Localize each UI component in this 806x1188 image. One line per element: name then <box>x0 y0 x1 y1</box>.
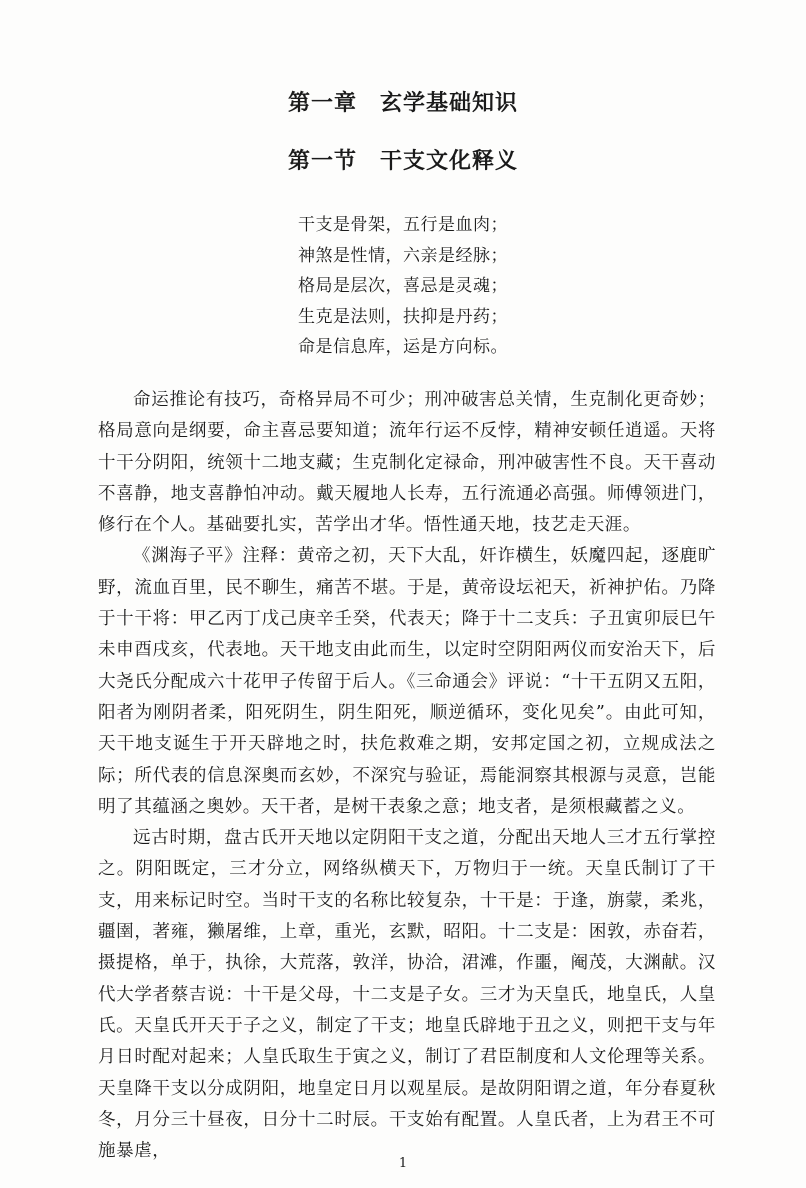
verse-line: 生克是法则，扶抑是丹药； <box>298 306 508 327</box>
section-title: 第一节 干支文化释义 <box>287 149 518 174</box>
paragraph: 远古时期，盘古氏开天地以定阴阳干支之道，分配出天地人三才五行掌控之。阴阳既定，三才分立，网络纵横天下，万物归于一统。天皇氏制订了干支，用来标记时空。当时干支的名称比较复杂，十干是：于逢，旃蒙，柔兆，疆圉，著雍，獭屠维，上章，重光，玄默，昭阳。十二支是：困敦，赤奋若，摄提格，单于，执徐，大荒落，敦洋，协洽，涒滩，作噩，阉茂，大渊献。汉代大学者蔡吉说：十干是父母，十二支是子女。三才为天皇氏，地皇氏，人皇氏。天皇氏开天于子之义，制定了干支；地皇氏辟地于丑之义，则把干支与年月日时配对起来；人皇氏取生于寅之义，制订了君臣制度和人文伦理等关系。天皇降干支以分成阴阳，地皇定日月以观星辰。是故阴阳谓之道，年分春夏秋冬，月分三十昼夜，日分十二时辰。干支始有配置。人皇氏者，上为君王不可施暴虐， <box>98 828 716 1162</box>
paragraph: 《渊海子平》注释：黄帝之初，天下大乱，奸诈横生，妖魔四起，逐鹿旷野，流血百里，民不聊生，痛苦不堪。于是，黄帝设坛祀天，祈神护佑。乃降于十干将：甲乙丙丁戊己庚辛壬癸，代表天；降于十二支兵：子丑寅卯辰巳午未申酉戌亥，代表地。天干地支由此而生，以定时空阴阳两仪而安治天下，后大尧氏分配成六十花甲子传留于后人。《三命通会》评说：“十干五阴又五阳，阳者为刚阴者柔，阳死阴生，阴生阳死，顺逆循环，变化见矣”。由此可知，天干地支诞生于开天辟地之时，扶危救难之期，安邦定国之初，立规成法之际；所代表的信息深奥而玄妙，不深究与验证，焉能洞察其根源与灵意，岂能明了其蕴涵之奥妙。天干者，是树干表象之意；地支者，是须根藏蓄之义。 <box>98 546 716 817</box>
body-text <box>98 385 716 1167</box>
chapter-title: 第一章 玄学基础知识 <box>287 91 518 116</box>
paragraph: 命运推论有技巧，奇格异局不可少；刑冲破害总关情，生克制化更奇妙；格局意向是纲要，命主喜忌要知道；流年行运不反悖，精神安顿任逍遥。天将十干分阴阳，统领十二地支藏；生克制化定禄命，刑冲破害性不良。天干喜动不喜静，地支喜静怕冲动。戴天履地人长寿，五行流通必高强。师傅领进门，修行在个人。基础要扎实，苦学出才华。悟性通天地，技艺走天涯。 <box>98 390 716 536</box>
verse-line: 神煞是性情，六亲是经脉； <box>298 245 508 266</box>
page-number: 1 <box>398 1156 408 1171</box>
verse-line: 格局是层次，喜忌是灵魂； <box>298 276 508 296</box>
verse-block <box>298 210 598 363</box>
verse-line: 命是信息库，运是方向标。 <box>298 337 508 357</box>
verse-line: 干支是骨架，五行是血肉； <box>298 215 508 235</box>
